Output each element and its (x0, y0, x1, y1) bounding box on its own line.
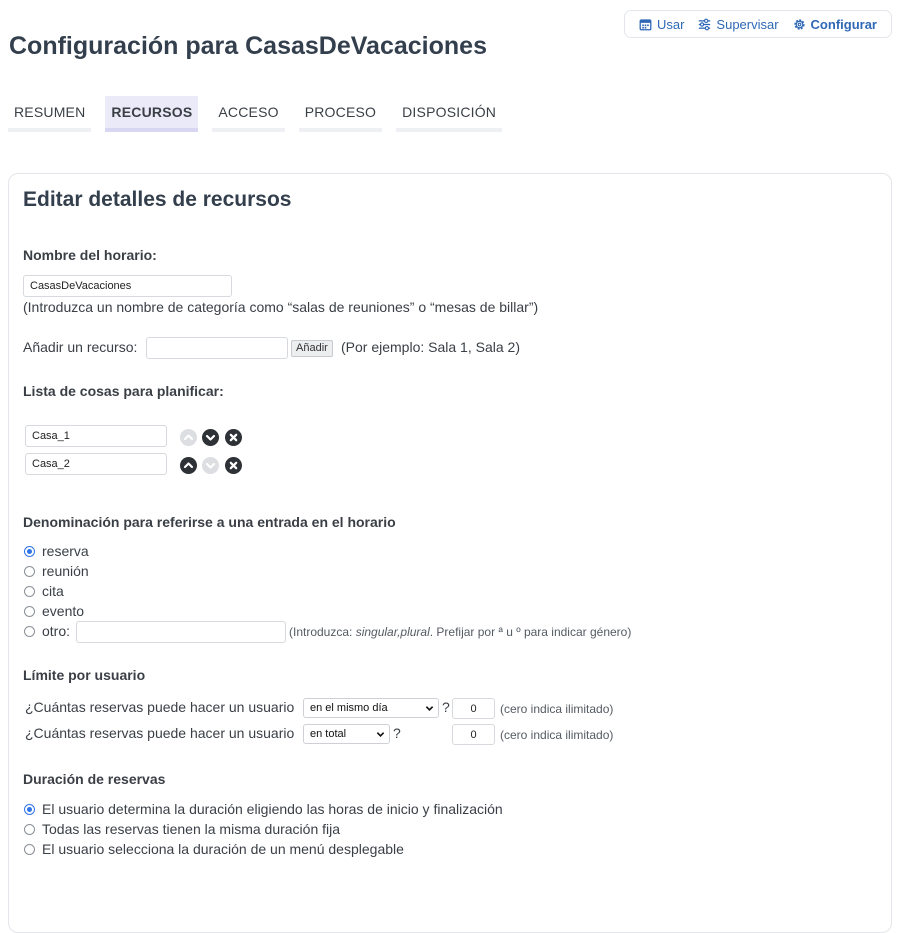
resource-name-input[interactable] (25, 425, 167, 447)
delete-icon[interactable] (225, 429, 242, 446)
gear-icon (793, 18, 806, 31)
tab-recursos[interactable]: RECURSOS (105, 96, 198, 132)
resource-details-panel (8, 173, 892, 933)
limit-qmark: ? (442, 699, 450, 715)
schedule-name-hint: (Introduzca un nombre de categoría como “salas de reuniones” o “mesas de billar”) (23, 299, 539, 315)
naming-radio-evento[interactable] (24, 606, 35, 617)
tab-acceso[interactable]: ACCESO (212, 96, 284, 132)
move-down-icon[interactable] (202, 429, 219, 446)
nav-supervise[interactable] (698, 17, 778, 32)
nav-configure[interactable] (793, 17, 877, 32)
limit-question: ¿Cuántas reservas puede hacer un usuario (25, 699, 295, 715)
duration-option-label: Todas las reservas tienen la misma duración fija (42, 821, 341, 837)
naming-option-label: cita (42, 583, 64, 599)
naming-radio-otro[interactable] (24, 626, 35, 637)
add-resource-input[interactable] (146, 337, 288, 359)
move-up-icon[interactable] (180, 457, 197, 474)
naming-option-label: otro: (42, 623, 71, 639)
naming-option-label: reserva (42, 543, 89, 559)
limit-label: Límite por usuario (23, 667, 146, 683)
add-resource-label: Añadir un recurso: (23, 339, 138, 355)
nav-supervise-label: Supervisar (716, 16, 779, 32)
naming-other-input[interactable] (76, 621, 286, 643)
move-up-icon (180, 429, 197, 446)
duration-radio-user-times[interactable] (24, 804, 35, 815)
naming-radio-cita[interactable] (24, 586, 35, 597)
duration-option-label: El usuario determina la duración eligiendo las horas de inicio y finalización (42, 801, 503, 817)
duration-option-label: El usuario selecciona la duración de un menú desplegable (42, 841, 404, 857)
chevron-down-icon (376, 730, 385, 739)
naming-option-label: reunión (42, 563, 89, 579)
naming-radio-reunion[interactable] (24, 566, 35, 577)
limit-hint: (cero indica ilimitado) (500, 702, 614, 716)
tab-bar (8, 96, 516, 132)
nav-use-label: Usar (656, 16, 685, 32)
limit-hint: (cero indica ilimitado) (500, 728, 614, 742)
duration-label: Duración de reservas (23, 771, 166, 787)
limit-value-input[interactable] (452, 698, 495, 719)
resource-name-input[interactable] (25, 453, 167, 475)
sliders-icon (698, 18, 711, 31)
duration-radio-fixed[interactable] (24, 824, 35, 835)
limit-value-input[interactable] (452, 724, 495, 745)
tab-resumen[interactable]: RESUMEN (8, 96, 91, 132)
naming-other-hint: (Introduzca: singular,plural. Prefijar por ª u º para indicar género) (289, 625, 632, 639)
nav-configure-label: Configurar (810, 16, 877, 32)
schedule-name-label: Nombre del horario: (23, 247, 157, 263)
naming-radio-reserva[interactable] (24, 546, 35, 557)
page-title: Configuración para CasasDeVacaciones (9, 32, 487, 60)
limit-scope-select[interactable] (303, 724, 390, 744)
naming-option-label: evento (42, 603, 85, 619)
top-nav (624, 10, 892, 38)
duration-radio-menu[interactable] (24, 844, 35, 855)
calendar-icon (639, 18, 652, 31)
chevron-down-icon (425, 704, 434, 713)
nav-use[interactable] (639, 17, 684, 32)
limit-period-value: en el mismo día (310, 702, 388, 714)
tab-proceso[interactable]: PROCESO (299, 96, 382, 132)
limit-qmark: ? (393, 725, 401, 741)
limit-question: ¿Cuántas reservas puede hacer un usuario (25, 725, 295, 741)
schedule-name-input[interactable] (23, 275, 232, 297)
tab-disposicion[interactable]: DISPOSICIÓN (396, 96, 502, 132)
panel-title: Editar detalles de recursos (23, 188, 292, 211)
limit-period-select[interactable] (303, 698, 439, 718)
limit-scope-value: en total (310, 728, 347, 740)
move-down-icon (202, 457, 219, 474)
naming-label: Denominación para referirse a una entrada en el horario (23, 514, 396, 530)
resource-list-label: Lista de cosas para planificar: (23, 383, 224, 399)
delete-icon[interactable] (225, 457, 242, 474)
add-resource-hint: (Por ejemplo: Sala 1, Sala 2) (341, 339, 520, 355)
add-resource-button[interactable]: Añadir (291, 340, 333, 357)
